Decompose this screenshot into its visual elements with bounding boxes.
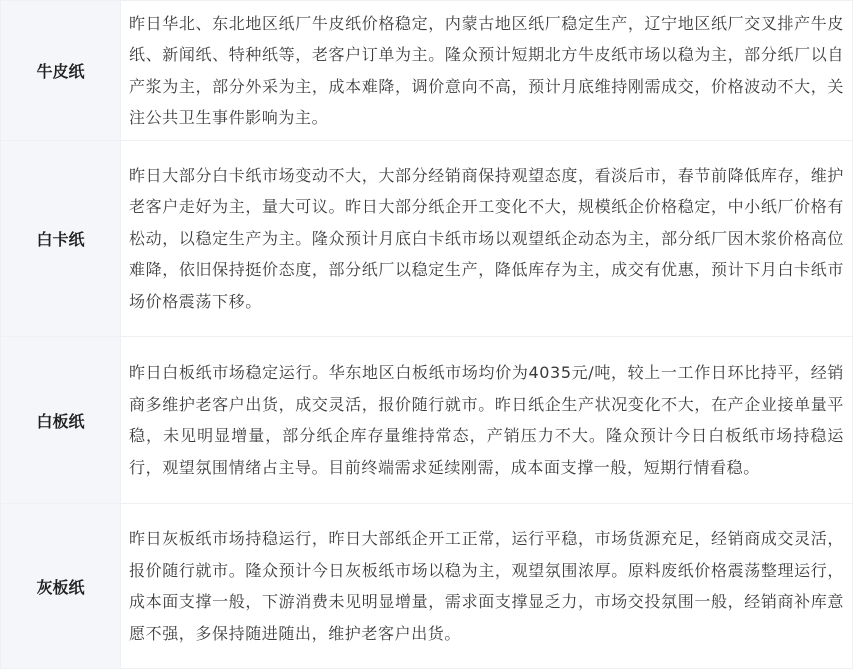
table-row	[1, 141, 853, 337]
table-row	[1, 1, 853, 141]
table-row	[1, 504, 853, 669]
description-white-board: 昨日白板纸市场稳定运行。华东地区白板纸市场均价为4035元/吨，较上一工作日环比持平，经销商多维护老客户出货，成交灵活，报价随行就市。昨日纸企生产状况变化不大，在产企业接单量平稳，未见明显增量，部分纸企库存量维持常态，产销压力不大。隆众预计今日白板纸市场持稳运行，观望氛围情绪占主导。目前终端需求延续刚需，成本面支撑一般，短期行情看稳。	[121, 337, 853, 504]
description-white-cardboard: 昨日大部分白卡纸市场变动不大，大部分经销商保持观望态度，看淡后市，春节前降低库存，维护老客户走好为主，量大可议。昨日大部分纸企开工变化不大，规模纸企价格稳定，中小纸厂价格有松动，以稳定生产为主。隆众预计月底白卡纸市场以观望纸企动态为主，部分纸厂因木浆价格高位难降，依旧保持挺价态度，部分纸厂以稳定生产，降低库存为主，成交有优惠，预计下月白卡纸市场价格震荡下移。	[121, 141, 853, 337]
description-kraft-paper: 昨日华北、东北地区纸厂牛皮纸价格稳定，内蒙古地区纸厂稳定生产，辽宁地区纸厂交叉排产牛皮纸、新闻纸、特种纸等，老客户订单为主。隆众预计短期北方牛皮纸市场以稳为主，部分纸厂以自产浆为主，部分外采为主，成本难降，调价意向不高，预计月底维持刚需成交，价格波动不大，关注公共卫生事件影响为主。	[121, 1, 853, 141]
category-kraft-paper: 牛皮纸	[1, 1, 121, 141]
table-row	[1, 337, 853, 504]
category-white-cardboard: 白卡纸	[1, 141, 121, 337]
category-grey-board: 灰板纸	[1, 504, 121, 669]
description-grey-board: 昨日灰板纸市场持稳运行，昨日大部纸企开工正常，运行平稳，市场货源充足，经销商成交灵活，报价随行就市。隆众预计今日灰板纸市场以稳为主，观望氛围浓厚。原料废纸价格震荡整理运行，成本面支撑一般，下游消费未见明显增量，需求面支撑显乏力，市场交投氛围一般，经销商补库意愿不强，多保持随进随出，维护老客户出货。	[121, 504, 853, 669]
category-white-board: 白板纸	[1, 337, 121, 504]
